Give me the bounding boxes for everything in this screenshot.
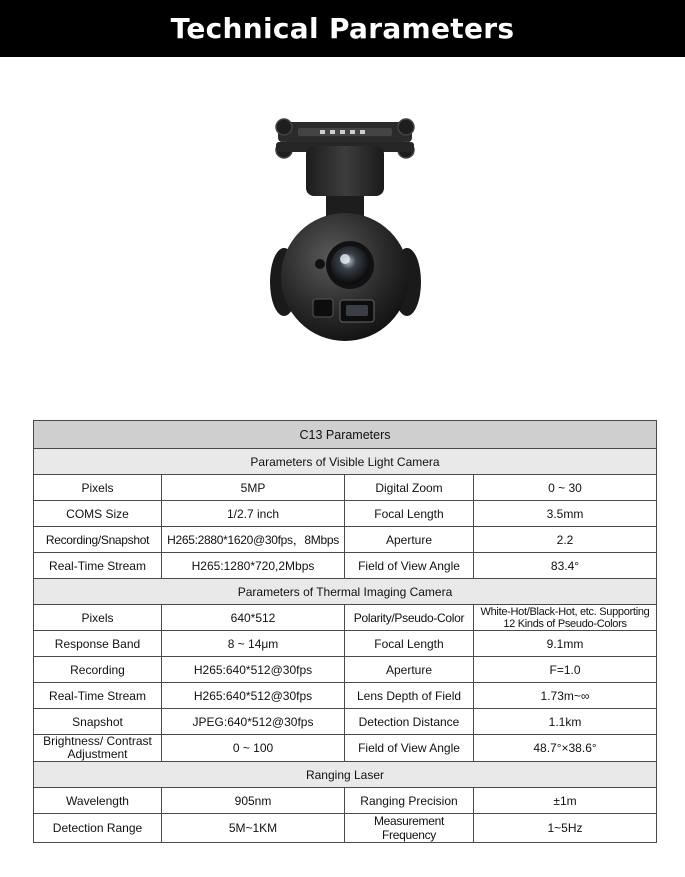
param-value: White-Hot/Black-Hot, etc. Supporting 12 Kinds of Pseudo-Colors xyxy=(474,605,657,631)
param-label: Digital Zoom xyxy=(345,475,474,501)
param-label: Focal Length xyxy=(345,631,474,657)
section-visible-camera: Parameters of Visible Light Camera xyxy=(34,449,657,475)
param-value: 0 ~ 100 xyxy=(162,735,345,762)
param-value: 0 ~ 30 xyxy=(474,475,657,501)
param-label: Measurement Frequency xyxy=(345,814,474,843)
table-row xyxy=(34,501,657,527)
param-label: Real-Time Stream xyxy=(34,553,162,579)
param-label: Lens Depth of Field xyxy=(345,683,474,709)
param-label: Snapshot xyxy=(34,709,162,735)
table-row xyxy=(34,735,657,762)
param-value: H265:640*512@30fps xyxy=(162,657,345,683)
param-value: 905nm xyxy=(162,788,345,814)
param-value: 3.5mm xyxy=(474,501,657,527)
param-value: 5MP xyxy=(162,475,345,501)
table-row xyxy=(34,475,657,501)
table-row xyxy=(34,814,657,843)
param-value: 1~5Hz xyxy=(474,814,657,843)
section-row xyxy=(34,579,657,605)
param-value: 1.73m~∞ xyxy=(474,683,657,709)
gimbal-camera-icon xyxy=(262,112,428,352)
table-row xyxy=(34,709,657,735)
header-bar xyxy=(0,0,685,57)
table-row xyxy=(34,527,657,553)
param-label: Real-Time Stream xyxy=(34,683,162,709)
table-row xyxy=(34,553,657,579)
param-value: ±1m xyxy=(474,788,657,814)
param-value: 83.4° xyxy=(474,553,657,579)
section-row xyxy=(34,762,657,788)
param-label: Detection Distance xyxy=(345,709,474,735)
param-label: COMS Size xyxy=(34,501,162,527)
param-label: Aperture xyxy=(345,527,474,553)
param-label: Polarity/Pseudo-Color xyxy=(345,605,474,631)
param-value: F=1.0 xyxy=(474,657,657,683)
param-value: 1.1km xyxy=(474,709,657,735)
param-value: H265:2880*1620@30fps，8Mbps xyxy=(162,527,345,553)
param-label: Detection Range xyxy=(34,814,162,843)
table-title: C13 Parameters xyxy=(34,421,657,449)
param-label: Recording/Snapshot xyxy=(34,527,162,553)
param-value: 2.2 xyxy=(474,527,657,553)
param-label: Focal Length xyxy=(345,501,474,527)
param-value: H265:1280*720,2Mbps xyxy=(162,553,345,579)
param-label: Wavelength xyxy=(34,788,162,814)
section-row xyxy=(34,449,657,475)
param-value: H265:640*512@30fps xyxy=(162,683,345,709)
parameters-table xyxy=(33,420,657,843)
table-row xyxy=(34,788,657,814)
param-value: 5M~1KM xyxy=(162,814,345,843)
param-label: Recording xyxy=(34,657,162,683)
param-label: Aperture xyxy=(345,657,474,683)
section-thermal-camera: Parameters of Thermal Imaging Camera xyxy=(34,579,657,605)
param-label: Brightness/ Contrast Adjustment xyxy=(34,735,162,762)
param-label: Ranging Precision xyxy=(345,788,474,814)
param-value: 48.7°×38.6° xyxy=(474,735,657,762)
param-label: Field of View Angle xyxy=(345,553,474,579)
page-title: Technical Parameters xyxy=(170,12,515,45)
param-label: Response Band xyxy=(34,631,162,657)
param-label: Field of View Angle xyxy=(345,735,474,762)
table-row xyxy=(34,657,657,683)
param-value: JPEG:640*512@30fps xyxy=(162,709,345,735)
section-ranging-laser: Ranging Laser xyxy=(34,762,657,788)
table-row xyxy=(34,683,657,709)
table-row xyxy=(34,605,657,631)
param-label: Pixels xyxy=(34,475,162,501)
param-value: 8 ~ 14μm xyxy=(162,631,345,657)
param-value: 1/2.7 inch xyxy=(162,501,345,527)
param-value: 9.1mm xyxy=(474,631,657,657)
table-row xyxy=(34,631,657,657)
table-title-row xyxy=(34,421,657,449)
param-value: 640*512 xyxy=(162,605,345,631)
param-label: Pixels xyxy=(34,605,162,631)
